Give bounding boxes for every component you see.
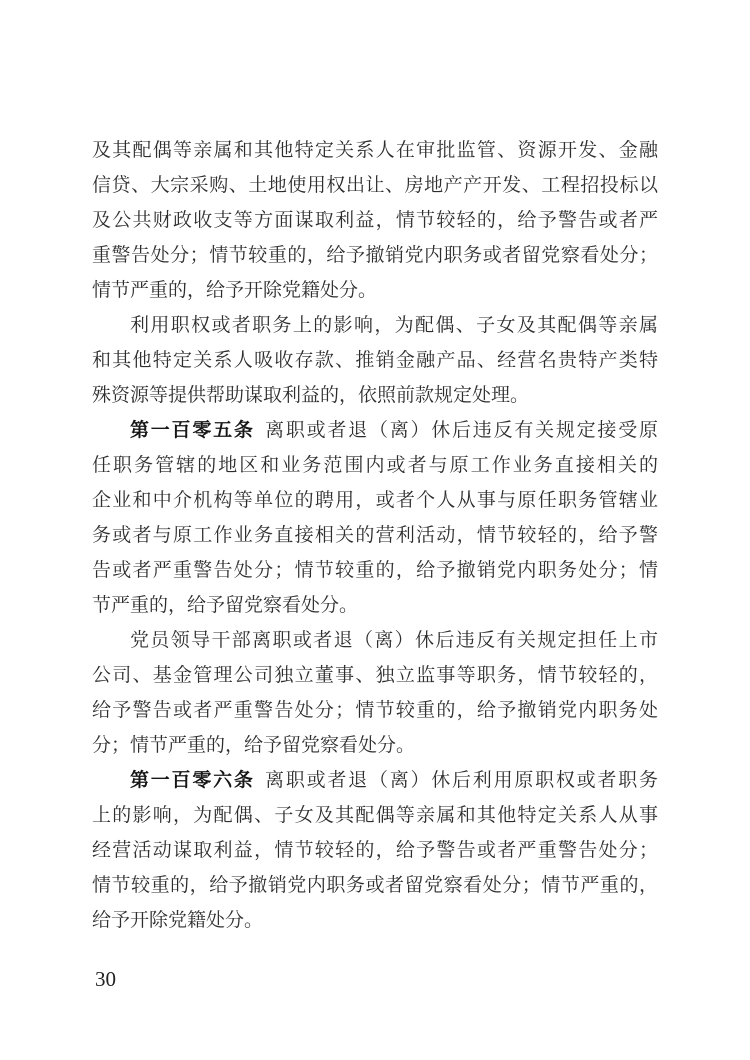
text-line: 情节较重的，给予撤销党内职务或者留党察看处分；情节严重的， bbox=[92, 875, 658, 896]
para-article-105 bbox=[92, 413, 658, 623]
text-line: 党员领导干部离职或者退（离）休后违反有关规定担任上市 bbox=[130, 630, 658, 651]
document-body bbox=[92, 133, 658, 938]
text-line: 信贷、大宗采购、土地使用权出让、房地产产开发、工程招投标以 bbox=[92, 175, 658, 196]
para-article-105-clause2 bbox=[92, 623, 658, 763]
text-line: 及公共财政收支等方面谋取利益，情节较轻的，给予警告或者严 bbox=[92, 210, 658, 231]
text-line: 节严重的，给予留党察看处分。 bbox=[92, 595, 359, 616]
text-line: 情节严重的，给予开除党籍处分。 bbox=[92, 280, 378, 301]
text-line: 及其配偶等亲属和其他特定关系人在审批监管、资源开发、金融 bbox=[92, 140, 658, 161]
text-line: 企业和中介机构等单位的聘用，或者个人从事与原任职务管辖业 bbox=[92, 490, 658, 511]
text-line: 重警告处分；情节较重的，给予撤销党内职务或者留党察看处分； bbox=[92, 245, 658, 266]
text-line: 分；情节严重的，给予留党察看处分。 bbox=[92, 735, 416, 756]
text-line: 殊资源等提供帮助谋取利益的，依照前款规定处理。 bbox=[92, 385, 530, 406]
text-line: 利用职权或者职务上的影响，为配偶、子女及其配偶等亲属 bbox=[130, 315, 658, 336]
text-line: 经营活动谋取利益，情节较轻的，给予警告或者严重警告处分； bbox=[92, 840, 658, 861]
text-line: 上的影响，为配偶、子女及其配偶等亲属和其他特定关系人从事 bbox=[92, 805, 658, 826]
para-article-106 bbox=[92, 763, 658, 938]
page-number: 30 bbox=[95, 967, 116, 991]
text-line: 和其他特定关系人吸收存款、推销金融产品、经营名贵特产类特 bbox=[92, 350, 658, 371]
para-second-clause bbox=[92, 308, 658, 413]
para-continuation-clause bbox=[92, 133, 658, 308]
article-number: 第一百零六条 bbox=[130, 770, 255, 791]
text-line: 给予警告或者严重警告处分；情节较重的，给予撤销党内职务处 bbox=[92, 700, 658, 721]
text-line: 任职务管辖的地区和业务范围内或者与原工作业务直接相关的 bbox=[92, 455, 658, 476]
article-number: 第一百零五条 bbox=[130, 420, 255, 441]
text-line: 给予开除党籍处分。 bbox=[92, 910, 264, 931]
text-line: 第一百零六条 离职或者退（离）休后利用原职权或者职务 bbox=[130, 770, 658, 791]
text-line: 告或者严重警告处分；情节较重的，给予撤销党内职务处分；情 bbox=[92, 560, 658, 581]
text-line: 务或者与原工作业务直接相关的营利活动，情节较轻的，给予警 bbox=[92, 525, 658, 546]
text-line: 第一百零五条 离职或者退（离）休后违反有关规定接受原 bbox=[130, 420, 658, 441]
text-line: 公司、基金管理公司独立董事、独立监事等职务，情节较轻的， bbox=[92, 665, 658, 686]
